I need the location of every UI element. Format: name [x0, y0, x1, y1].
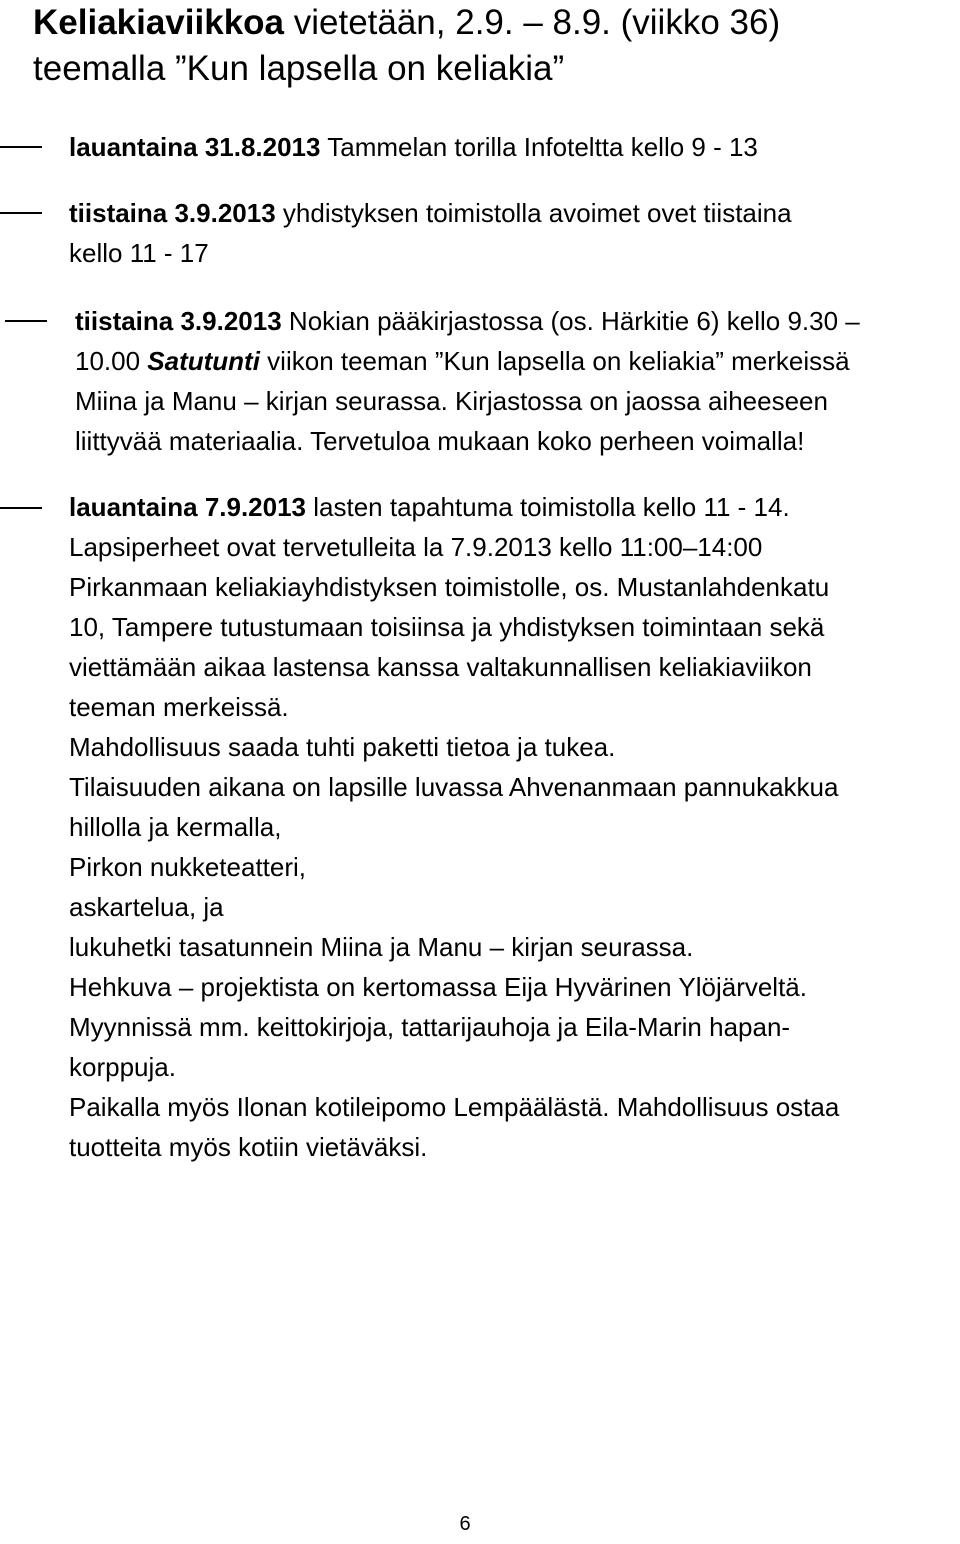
event-text: Nokian pääkirjastossa (os. Härkitie 6) kello 9.30 –: [281, 306, 860, 336]
event-text-cont: liittyvää materiaalia. Tervetuloa mukaan koko perheen voimalla!: [75, 426, 805, 456]
page-title: [33, 0, 933, 92]
event-date: lauantaina 31.8.2013: [69, 132, 321, 162]
event-text-cont: korppuja.: [69, 1052, 176, 1082]
bullet-dash-icon: [0, 146, 42, 148]
event-text-cont: Pirkon nukketeatteri,: [69, 852, 307, 882]
bullet-dash-icon: [0, 212, 42, 214]
event-text: lasten tapahtuma toimistolla kello 11 - 14.: [306, 492, 790, 522]
event-text-italic: Satutunti: [147, 346, 260, 376]
event-text-cont: 10, Tampere tutustumaan toisiinsa ja yhdistyksen toimintaan sekä: [69, 612, 825, 642]
event-text-cont: teeman merkeissä.: [69, 692, 289, 722]
event-text: yhdistyksen toimistolla avoimet ovet tiistaina: [275, 198, 792, 228]
event-item-3: [75, 301, 860, 461]
title-line-2: teemalla ”Kun lapsella on keliakia”: [33, 49, 565, 88]
event-text-cont: hillolla ja kermalla,: [69, 812, 282, 842]
event-text: Tammelan torilla Infoteltta kello 9 - 13: [320, 132, 758, 162]
event-text-cont: lukuhetki tasatunnein Miina ja Manu – kirjan seurassa.: [69, 932, 694, 962]
bullet-dash-icon: [5, 320, 47, 322]
event-text-cont: Mahdollisuus saada tuhti paketti tietoa ja tukea.: [69, 732, 616, 762]
event-text-cont: Pirkanmaan keliakiayhdistyksen toimistolle, os. Mustanlahdenkatu: [69, 572, 830, 602]
event-date: lauantaina 7.9.2013: [69, 492, 307, 522]
event-text-rest: viikon teeman ”Kun lapsella on keliakia” merkeissä: [259, 346, 850, 376]
event-item-2: [69, 193, 792, 273]
event-text-cont: Tilaisuuden aikana on lapsille luvassa Ahvenanmaan pannukakkua: [69, 772, 839, 802]
event-text-cont: tuotteita myös kotiin vietäväksi.: [69, 1132, 428, 1162]
event-date: tiistaina 3.9.2013: [69, 198, 276, 228]
event-item-4: [69, 487, 839, 1167]
event-date: tiistaina 3.9.2013: [75, 306, 282, 336]
event-text-cont: Miina ja Manu – kirjan seurassa. Kirjastossa on jaossa aiheeseen: [75, 386, 828, 416]
event-text-time: 10.00: [75, 346, 148, 376]
event-item-1: [69, 127, 758, 167]
event-text-cont: askartelua, ja: [69, 892, 224, 922]
event-text-cont: Lapsiperheet ovat tervetulleita la 7.9.2013 kello 11:00–14:00: [69, 532, 763, 562]
event-text-cont: Paikalla myös Ilonan kotileipomo Lempäälästä. Mahdollisuus ostaa: [69, 1092, 840, 1122]
event-text-cont: viettämään aikaa lastensa kanssa valtakunnallisen keliakiaviikon: [69, 652, 812, 682]
title-bold: Keliakiaviikkoa: [33, 3, 284, 42]
title-rest: vietetään, 2.9. – 8.9. (viikko 36): [284, 3, 781, 42]
page-number: 6: [459, 1513, 471, 1535]
event-text-cont: Myynnissä mm. keittokirjoja, tattarijauhoja ja Eila-Marin hapan-: [69, 1012, 791, 1042]
event-text-cont: Hehkuva – projektista on kertomassa Eija Hyvärinen Ylöjärveltä.: [69, 972, 807, 1002]
event-text-cont: kello 11 - 17: [69, 238, 209, 268]
bullet-dash-icon: [0, 507, 42, 509]
